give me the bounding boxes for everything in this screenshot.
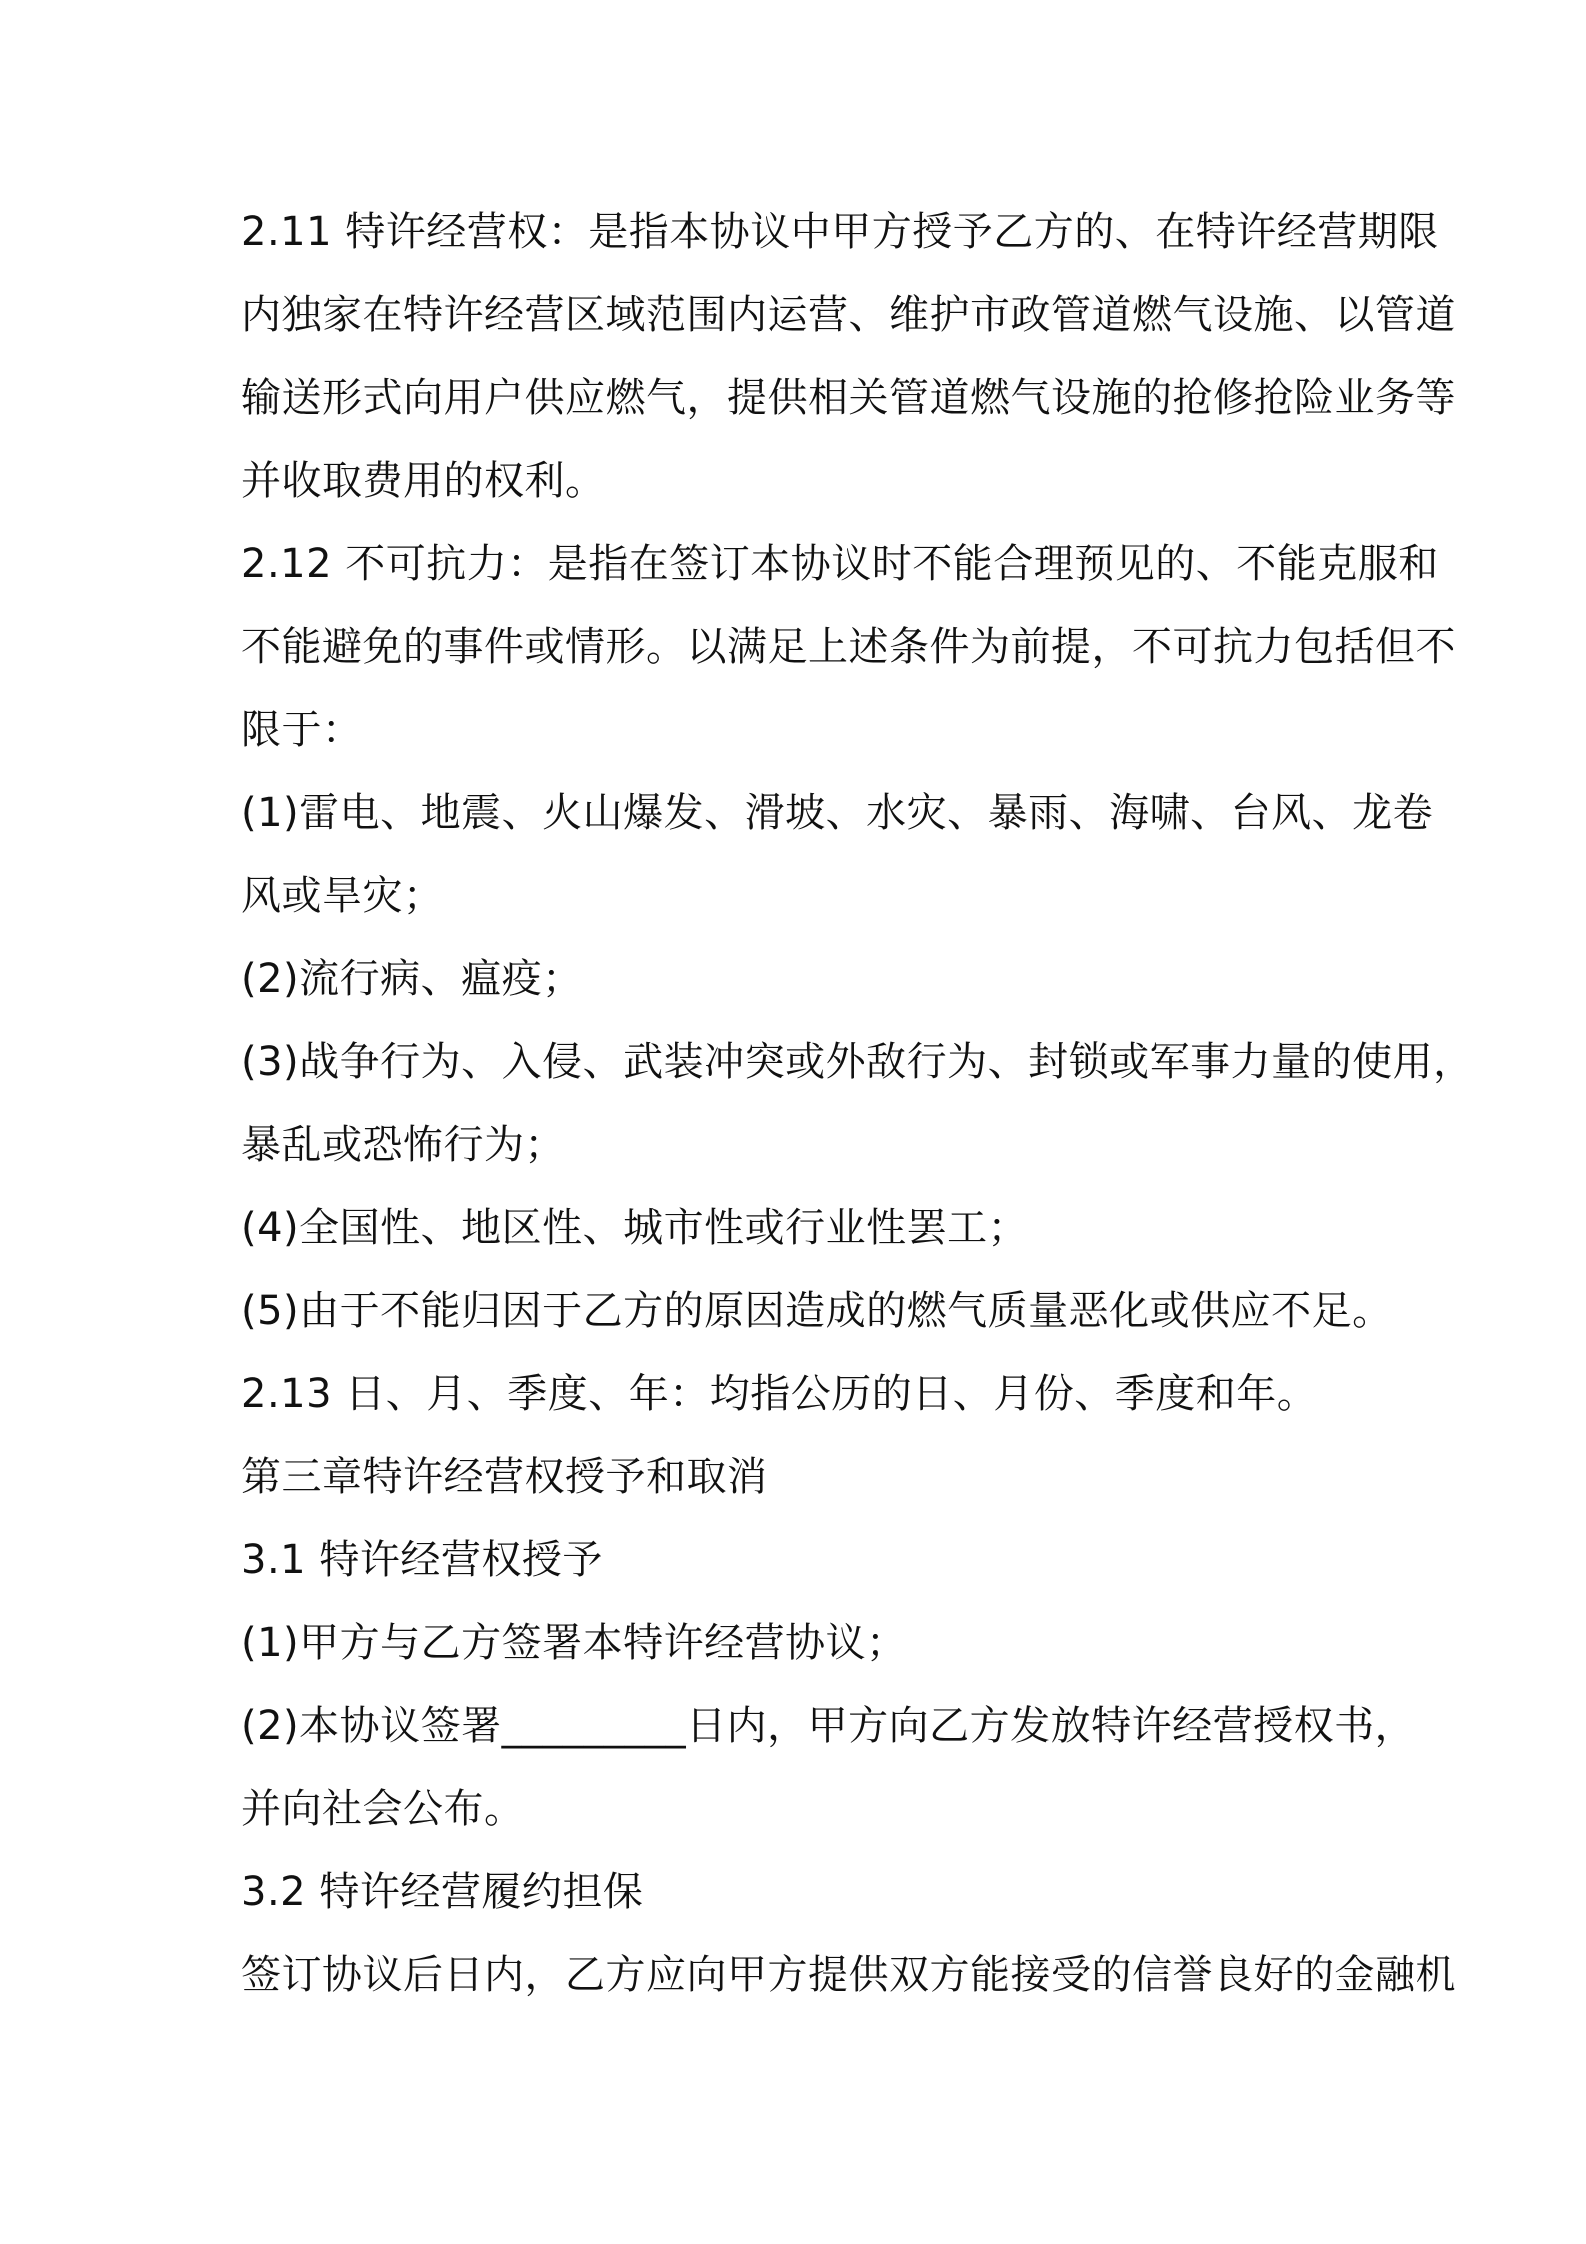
text-line: 2.11 特许经营权：是指本协议中甲方授予乙方的、在特许经营期限 (241, 209, 1439, 255)
text-line: 不能避免的事件或情形。以满足上述条件为前提，不可抗力包括但不 (241, 624, 1456, 670)
text-line: (1)甲方与乙方签署本特许经营协议； (241, 1620, 907, 1666)
text-line: (2)本协议签署_________日内，甲方向乙方发放特许经营授权书， (241, 1703, 1416, 1749)
chapter-heading: 第三章特许经营权授予和取消 (241, 1454, 768, 1500)
text-line: 限于： (241, 707, 363, 753)
text-line: 风或旱灾； (241, 873, 444, 919)
section-heading: 3.2 特许经营履约担保 (241, 1869, 644, 1915)
text-line: (5)由于不能归因于乙方的原因造成的燃气质量恶化或供应不足。 (241, 1288, 1393, 1334)
text-line: 签订协议后日内，乙方应向甲方提供双方能接受的信誉良好的金融机 (241, 1952, 1456, 1998)
text-line: (2)流行病、瘟疫； (241, 956, 583, 1002)
text-line: 并向社会公布。 (241, 1786, 525, 1832)
text-line: (1)雷电、地震、火山爆发、滑坡、水灾、暴雨、海啸、台风、龙卷 (241, 790, 1434, 836)
text-line: 2.12 不可抗力：是指在签订本协议时不能合理预见的、不能克服和 (241, 541, 1439, 587)
text-line: 2.13 日、月、季度、年：均指公历的日、月份、季度和年。 (241, 1371, 1318, 1417)
text-line: 输送形式向用户供应燃气，提供相关管道燃气设施的抢修抢险业务等 (241, 375, 1456, 421)
text-line: (3)战争行为、入侵、武装冲突或外敌行为、封锁或军事力量的使用， (241, 1039, 1474, 1085)
text-line: (4)全国性、地区性、城市性或行业性罢工； (241, 1205, 1029, 1251)
text-line: 并收取费用的权利。 (241, 458, 606, 504)
text-line: 暴乱或恐怖行为； (241, 1122, 565, 1168)
text-line: 内独家在特许经营区域范围内运营、维护市政管道燃气设施、以管道 (241, 292, 1456, 338)
section-heading: 3.1 特许经营权授予 (241, 1537, 603, 1583)
